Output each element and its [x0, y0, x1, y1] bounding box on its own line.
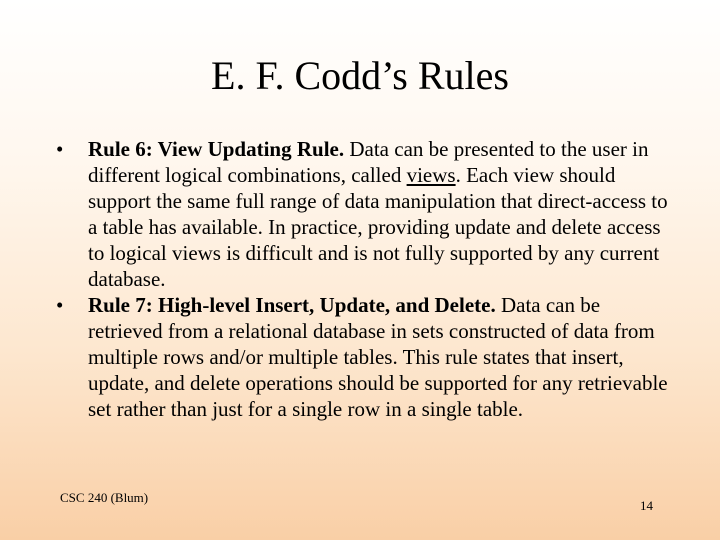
rule-7-heading: Rule 7: High-level Insert, Update, and Delete.: [88, 293, 496, 317]
bullet-rule-7: [56, 292, 676, 422]
rule-6-views-term: views: [406, 163, 456, 187]
footer-course-label: CSC 240 (Blum): [60, 490, 149, 505]
footer-page-number: 14: [640, 498, 653, 513]
rule-7-text: Data can be retrieved from a relational database in sets constructed of data from multiple rows and/or multiple tables. This rule states that insert, update, and delete operations should be supported for any retrievable set rather than just for a single row in a single table.: [88, 293, 668, 421]
bullet-marker: •: [56, 293, 64, 317]
rule-6-text-before: Data can be presented to the user in different logical combinations, called: [88, 137, 649, 187]
slide-title: E. F. Codd’s Rules: [211, 53, 509, 98]
rule-6-text-after: . Each view should support the same full range of data manipulation that direct-access to a table has available. In practice, providing update and delete access to logical views is difficult and is not fully supported by any current database.: [88, 163, 668, 291]
rule-6-heading: Rule 6: View Updating Rule.: [88, 137, 345, 161]
bullet-rule-6: [56, 136, 676, 292]
bullet-list: [56, 136, 676, 422]
bullet-marker: •: [56, 137, 64, 161]
